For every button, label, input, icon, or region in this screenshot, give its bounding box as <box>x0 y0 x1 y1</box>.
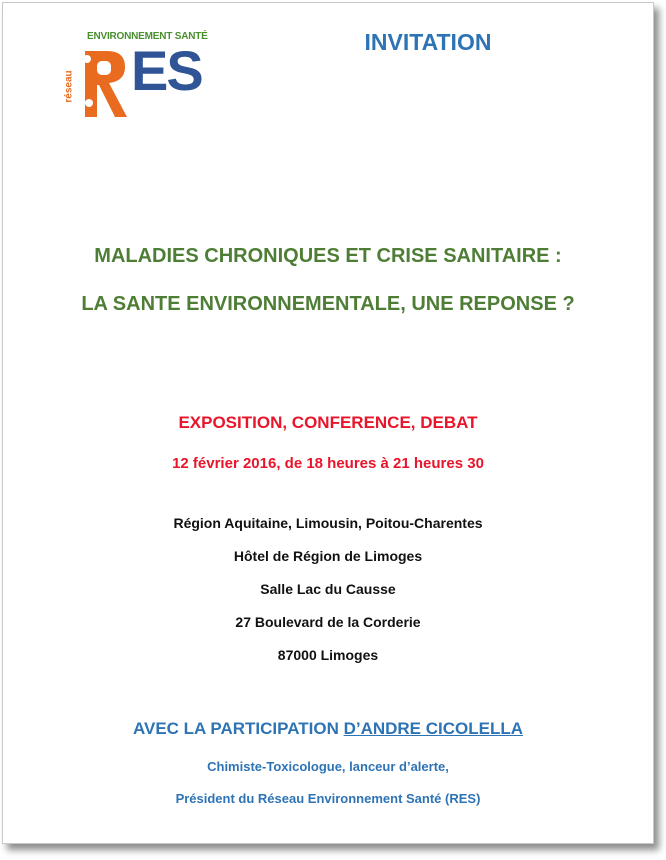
logo-top-text: ENVIRONNEMENT SANTÉ <box>87 31 208 42</box>
address-line-5: 87000 Limoges <box>277 647 379 663</box>
participant-role-1: Chimiste-Toxicologue, lanceur d’alerte, <box>207 759 449 774</box>
event-type: EXPOSITION, CONFERENCE, DEBAT <box>178 413 478 432</box>
participant-name: D’ANDRE CICOLELLA <box>343 719 524 738</box>
address-line-2: Hôtel de Région de Limoges <box>233 548 423 564</box>
address-line-1: Région Aquitaine, Limousin, Poitou-Charentes <box>173 515 483 531</box>
address-line-4: 27 Boulevard de la Corderie <box>235 614 421 630</box>
participant-role-2: Président du Réseau Environnement Santé (RES) <box>175 791 481 806</box>
event-date: 12 février 2016, de 18 heures à 21 heures 30 <box>172 455 484 472</box>
logo-side-text: réseau <box>63 70 75 103</box>
participation-prefix: AVEC LA PARTICIPATION <box>132 719 344 738</box>
invitation-page <box>2 2 654 844</box>
participation-line <box>3 719 653 739</box>
logo-es-text: ES <box>131 39 202 102</box>
title-line-1: MALADIES CHRONIQUES ET CRISE SANITAIRE : <box>94 245 562 267</box>
logo-r-shape <box>77 45 135 123</box>
address-line-3: Salle Lac du Causse <box>260 581 396 597</box>
invitation-heading: INVITATION <box>364 29 492 55</box>
title-line-2: LA SANTE ENVIRONNEMENTALE, UNE REPONSE ? <box>81 293 575 315</box>
res-logo <box>65 29 215 125</box>
